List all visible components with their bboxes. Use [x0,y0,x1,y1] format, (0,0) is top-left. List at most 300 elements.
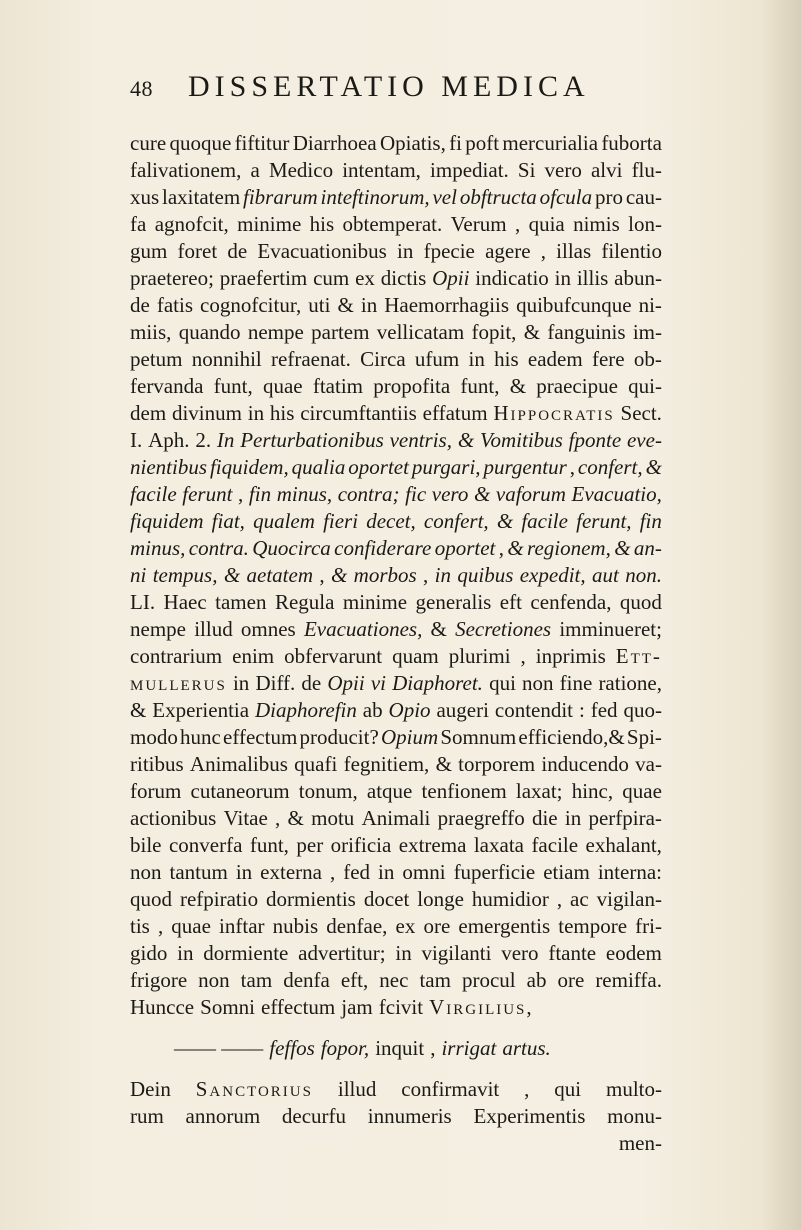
text-line [130,805,662,832]
word: oportet [348,455,409,479]
word: & [223,563,241,587]
word: fere [591,347,625,371]
word: & [130,698,147,722]
word: vero [501,941,539,965]
word: fed [343,860,371,884]
word: hinc, [571,779,614,803]
word: fegnitiem, [343,752,430,776]
word: cau- [625,185,662,209]
word: impediat. [430,158,509,182]
word: omni [402,860,446,884]
word: Virgilius, [429,995,534,1019]
word: praegreffo [437,806,525,830]
word: ore [557,968,585,992]
word: fcivit [378,995,424,1019]
text-line [130,832,662,859]
word: nimis [573,212,620,236]
word: illis [576,266,609,290]
word: fed [590,698,618,722]
word: qui [554,1077,582,1101]
text-body [130,130,662,1157]
word: enim [232,644,275,668]
word: fieri [323,509,359,533]
word: Perturbationibus [240,428,384,452]
word: fopit, [471,320,517,344]
word: quoque [169,131,232,155]
word: laxitatem [162,185,241,209]
text-line [130,373,662,400]
text-line [130,913,662,940]
word: , [498,536,504,560]
word: decurfu [281,1104,347,1128]
running-title: DISSERTATIO MEDICA [188,70,590,103]
word: tantum [169,860,228,884]
word: , [423,563,429,587]
word: quibufcunque [516,293,632,317]
word: eadem [527,347,583,371]
word: a [250,158,260,182]
word: va- [635,752,662,776]
word: nempe [130,617,186,641]
word: : [578,698,585,722]
word: ventris, [389,428,452,452]
word: effectum [261,995,336,1019]
word: obftructa [459,185,537,209]
word: Ett- [615,644,662,668]
word: illas [556,239,592,263]
word: facile [130,482,177,506]
word: fiquidem, [209,455,289,479]
word: & [337,293,354,317]
word: denfae, [326,914,388,938]
word: de [130,293,150,317]
word: feffos [269,1036,315,1060]
word: Secretiones [455,617,552,641]
word: In [216,428,235,452]
text-line [130,616,662,643]
word: non [522,671,554,695]
word: obfervarunt [284,644,383,668]
word: miis, [130,320,172,344]
text-line [130,994,662,1021]
word: ni [130,563,147,587]
word: Regula [274,590,335,614]
word: qui- [628,374,662,398]
word: expedit, [519,563,586,587]
word: nubis [272,914,319,938]
word: Opii [432,266,470,290]
word: confirmavit [401,1077,500,1101]
word: , [275,806,281,830]
word: Opium [380,725,439,749]
word: Opii [327,671,365,695]
word: Dein [130,1077,171,1101]
word: fuborta [601,131,662,155]
word: praefertim [219,266,308,290]
text-line [130,346,662,373]
word: agnofcit, [154,212,229,236]
word: cognofcitur, [200,293,302,317]
word: interna: [597,860,662,884]
word: , [329,860,336,884]
word: quam [392,644,439,668]
word: Si [517,158,536,182]
word: Animali [361,806,431,830]
word: Evacuationes, [303,617,423,641]
word: fpecie [423,239,475,263]
word: regionem, [527,536,611,560]
word: confert, [423,509,489,533]
page-number: 48 [130,76,153,101]
word: filentio [601,239,662,263]
word: ex [395,914,416,938]
word: poft [465,131,500,155]
word: , [514,212,521,236]
word: funt, [460,374,500,398]
word: Diaphoret. [392,671,483,695]
word: tamen [215,590,267,614]
word: an- [633,536,662,560]
word: plurimi [448,644,511,668]
text-line [130,400,662,427]
word: Aph. [148,428,190,452]
word: ab [362,698,383,722]
word: Verum [450,212,507,236]
spacer [130,1021,662,1035]
word: actionibus [130,806,217,830]
word: Evacuationibus [257,239,387,263]
word: illud [194,617,233,641]
word: quae [171,914,211,938]
word: qui [489,671,516,695]
text-line [130,1035,662,1062]
word: in [378,860,395,884]
word: longe [417,887,464,911]
text-line [130,562,662,589]
word: Somni [200,995,255,1019]
word: Opiatis, [379,131,446,155]
text-line [130,238,662,265]
word: quafi [294,752,338,776]
word: non [130,860,162,884]
word: ratione, [598,671,662,695]
word: ex [355,266,375,290]
text-line [130,211,662,238]
word: refraenat. [271,347,351,371]
word: aut [591,563,619,587]
word: inducendo [541,752,629,776]
word: LI. [130,590,156,614]
word: in [395,941,412,965]
word: nempe [247,320,304,344]
word: Huncce [130,995,195,1019]
text-line [130,130,662,157]
word: extrema [398,833,467,857]
text-line [130,643,662,670]
word: ferunt, [576,509,632,533]
text-line [130,1076,662,1103]
word: vaforum [495,482,566,506]
word: quae [262,374,303,398]
word: Haemorrhagiis [384,293,510,317]
text-line [130,940,662,967]
word: Hippocratis [493,401,615,425]
word: & [287,806,304,830]
word: ufum [414,347,460,371]
word: praecipue [536,374,618,398]
word: cum [313,266,350,290]
word: refpiratio [179,887,259,911]
word: & [457,428,475,452]
word: abun- [614,266,662,290]
word: Sanctorius [195,1077,313,1101]
word: , [524,1077,530,1101]
word: quae [622,779,662,803]
word: eft [499,590,522,614]
word: effatum [422,401,488,425]
word: tenfionem [421,779,507,803]
word: ni- [638,293,662,317]
word: fatis [156,293,194,317]
word: etiam [543,860,590,884]
word: fervanda [130,374,204,398]
word: eft, [340,968,369,992]
word: in [397,239,414,263]
word: dem [130,401,167,425]
word: inprimis [535,644,606,668]
word: nonnihil [191,347,262,371]
word: & [645,455,662,479]
word: gum [130,239,168,263]
word: fanguinis [547,320,626,344]
word: , [540,239,546,263]
word: qualem [253,509,315,533]
word: praetereo; [130,266,214,290]
word: ab [526,968,547,992]
word: divinum [171,401,242,425]
word: exhalant, [585,833,662,857]
word: in [232,671,250,695]
word: vi [370,671,386,695]
word: de [301,671,322,695]
word: & [509,374,527,398]
text-line [130,670,662,697]
word: Experientia [152,698,250,722]
word: agere [485,239,531,263]
word: facile [521,509,568,533]
word: laxat; [515,779,563,803]
word: non. [625,563,662,587]
word: multo- [606,1077,662,1101]
page-edge-shadow [761,0,801,1230]
word: dormiente [203,941,289,965]
word: & [507,536,524,560]
word: fiquidem [130,509,204,533]
word: inquit [375,1036,425,1060]
word: gido [130,941,168,965]
word: 2. [195,428,212,452]
word: mullerus [130,671,227,695]
word: tam [419,968,451,992]
word: artus. [502,1036,551,1060]
word: tam [240,968,273,992]
word: contra. [188,536,249,560]
text-line [130,967,662,994]
word: omnes [240,617,296,641]
text-line [130,1103,662,1130]
word: ftatim [312,374,363,398]
word: torporem [458,752,536,776]
word: Vitae [223,806,268,830]
word: dictis [380,266,427,290]
page-header [130,70,670,110]
word: & [614,536,631,560]
word: xus [130,185,160,209]
word: atque [366,779,413,803]
word: vellicatam [376,320,465,344]
word: ftante [548,941,597,965]
word: in [434,563,451,587]
word: circumftantiis [300,401,417,425]
word: quibus [457,563,514,587]
word: in [360,293,378,317]
word: fin [639,509,662,533]
word: efficiendo,& [518,725,625,749]
word: Opio [388,698,431,722]
word: dormientis [266,887,356,911]
word: fopor, [320,1036,370,1060]
word: Sect. [620,401,662,425]
word: & [430,617,447,641]
word: confiderare [334,536,432,560]
word: annorum [185,1104,261,1128]
word: ob- [633,347,662,371]
word: funt, [249,833,289,857]
text-line [130,481,662,508]
word: converfa [168,833,243,857]
word: emergentis [458,914,551,938]
word: his [309,212,335,236]
word: , [520,644,526,668]
word: fri- [635,914,662,938]
word: confert, [577,455,643,479]
word: procul [461,968,516,992]
word: vero [431,482,469,506]
word: eodem [605,941,662,965]
word: Somnum [440,725,517,749]
text-line [130,454,662,481]
word: quia [528,212,565,236]
word: vero [544,158,582,182]
word: , [238,482,244,506]
word: in [554,266,571,290]
word: imminueret; [559,617,662,641]
word: propofita [373,374,451,398]
word: vigilan- [596,887,662,911]
word: mercurialia [502,131,599,155]
word: Vomitibus [479,428,563,452]
word: partem [311,320,370,344]
word: illud [337,1077,377,1101]
text-line [130,859,662,886]
text-line [130,589,662,616]
word: monu- [607,1104,662,1128]
word: rum [130,1104,164,1128]
text-line [130,697,662,724]
word: cenfenda, [530,590,612,614]
word: bile [130,833,162,857]
word: foret [177,239,218,263]
word: fine [559,671,593,695]
word: minus, [130,536,186,560]
word: I. [130,428,143,452]
word: fiftitur [234,131,290,155]
word: aetatem [246,563,313,587]
word: Haec [163,590,207,614]
word: inftar [219,914,265,938]
word: flu- [631,158,662,182]
word: fponte [568,428,622,452]
word: , [556,887,563,911]
word: tempus, [152,563,218,587]
word: perfpira- [588,806,662,830]
word: , [319,563,325,587]
word: , [157,914,164,938]
word: forum [130,779,182,803]
word: eve- [626,428,662,452]
word: his [269,401,295,425]
word: fi [449,131,462,155]
word: indicatio [475,266,549,290]
word: alvi [590,158,623,182]
word: vel [432,185,457,209]
word: quando [178,320,241,344]
word: laxata [473,833,524,857]
word: motu [311,806,355,830]
word: decet, [366,509,416,533]
word: ac [570,887,589,911]
word: frigore [130,968,188,992]
word: obtemperat. [342,212,443,236]
word: in [564,806,582,830]
word: in [177,941,194,965]
word: im- [632,320,662,344]
word: cure [130,131,167,155]
text-line [130,886,662,913]
text-line [130,778,662,805]
text-line [130,724,662,751]
text-line [130,535,662,562]
word: effectum [223,725,298,749]
word: Spi- [626,725,662,749]
word: tis [130,914,150,938]
word: Diarrhoea [292,131,377,155]
word: Diaphorefin [254,698,357,722]
word: ofcula [539,185,593,209]
word: fic [405,482,427,506]
word: per [296,833,324,857]
text-line [130,184,662,211]
word: nec [379,968,409,992]
catchword: men- [618,1131,662,1155]
word: Quocirca [252,536,331,560]
word: purgentur [483,455,567,479]
word: inteftinorum, [320,185,430,209]
word: generalis [415,590,492,614]
text-line [130,319,662,346]
word: & [330,563,348,587]
word: oportet [434,536,496,560]
